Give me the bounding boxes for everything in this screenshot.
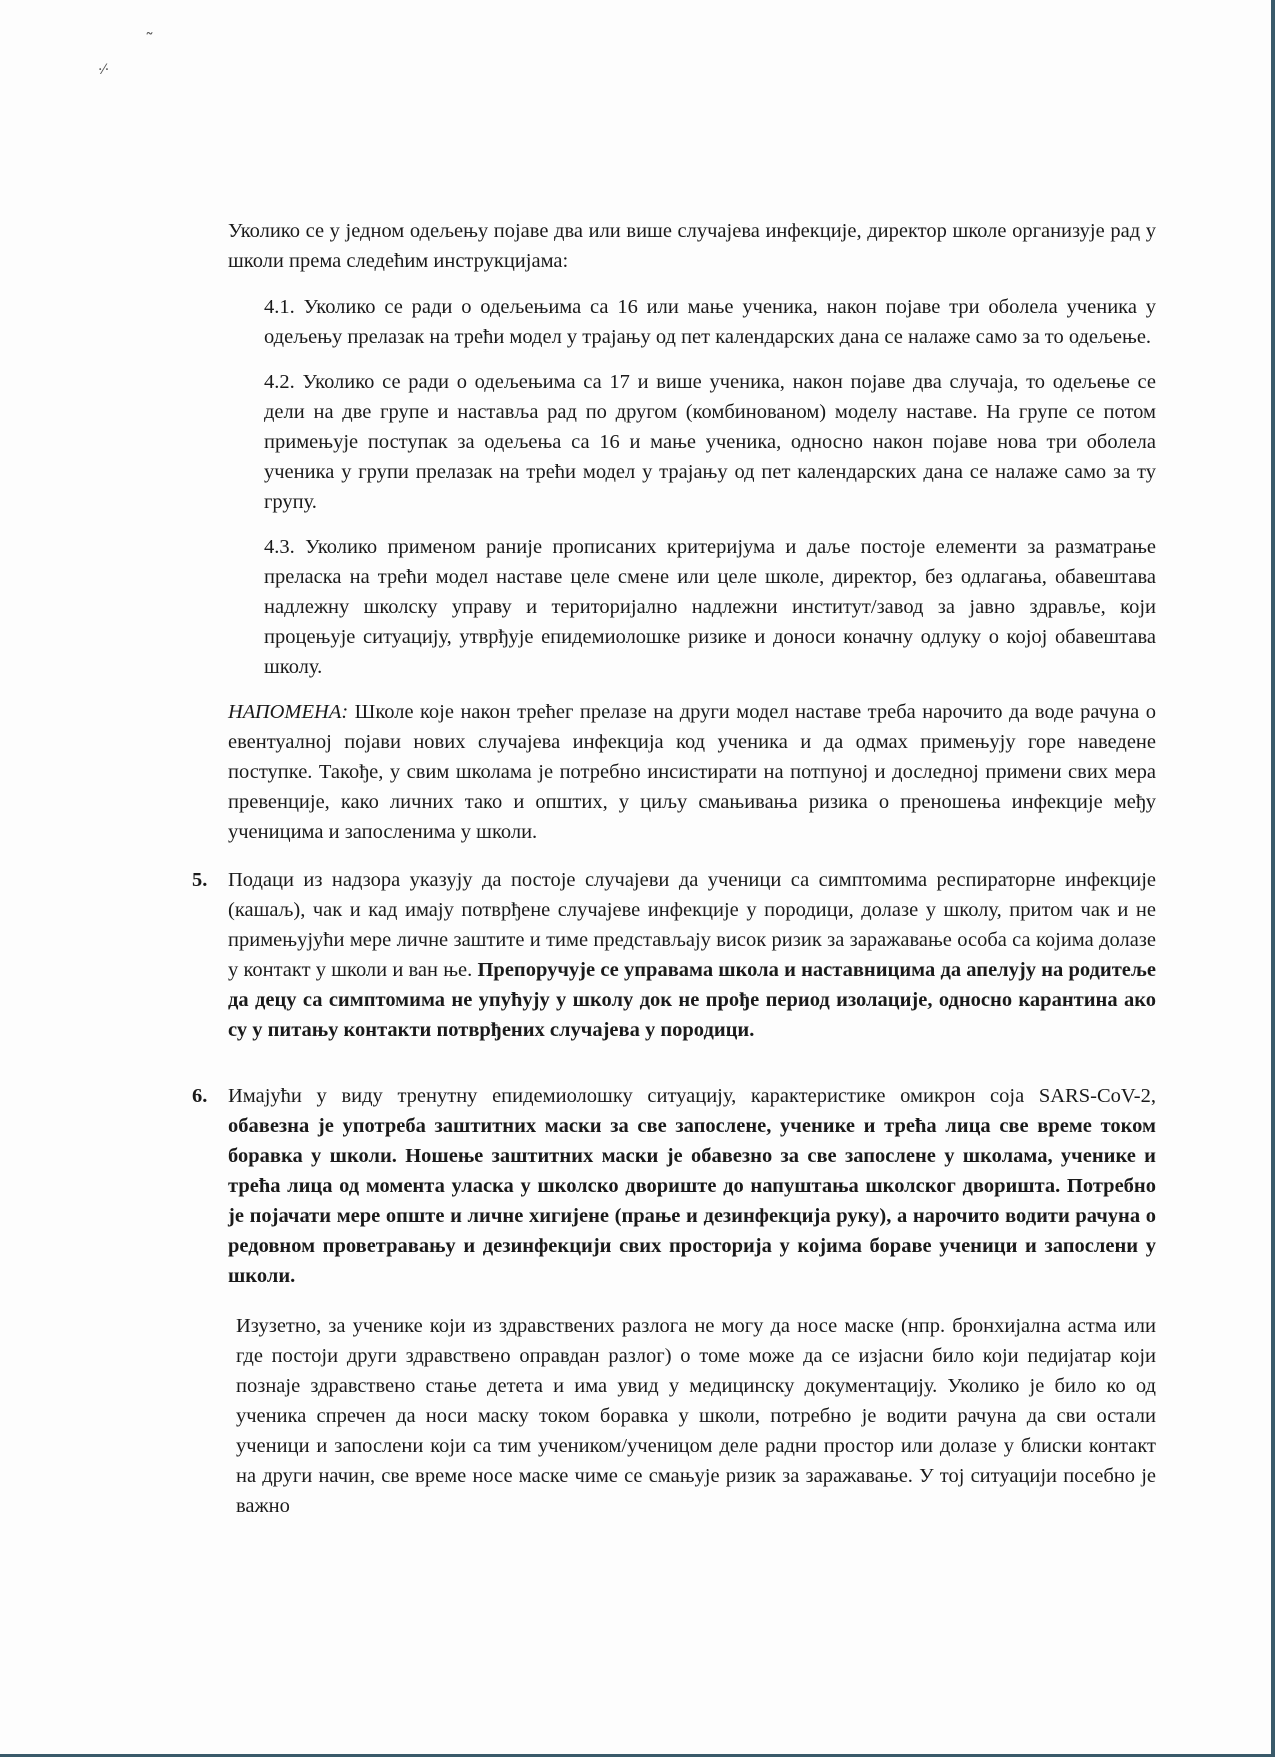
- sub-item-4-3: 4.3. Уколико применом раније прописаних критеријума и даље постоје елементи за разматрање преласка на трећи модел наставе целе смене или целе школе, директор, без одлагања, обавештава надлежну школску управу и територијално надлежни институт/завод за јавно здравље, који процењује ситуацију, утврђује епидемиолошке ризике и доноси коначну одлуку о којој обавештава школу.: [264, 536, 1156, 678]
- note-label: НАПОМЕНА:: [228, 701, 349, 723]
- item-5: [192, 865, 1156, 1045]
- item-6-bold-text: обавезна је употреба заштитних маски за све запослене, ученике и трећа лица све време током боравка у школи. Ношење заштитних маски је обавезно за све запослене у школама, ученике и трећа лица од момента уласка у школско двориште до напуштања школског дворишта. Потребно је појачати мере опште и личне хигијене (прање и дезинфекција руку), а нарочито водити рачуна о редовном проветравању и дезинфекцији свих просторија у којима бораве ученици и запослени у школи.: [228, 1115, 1156, 1287]
- item-5-paragraph: [228, 865, 1156, 1045]
- item-5-number: 5.: [192, 869, 208, 891]
- item-6-paragraph: [228, 1081, 1156, 1291]
- scan-edge-right: [1271, 0, 1275, 1757]
- sub-item-4-1: 4.1. Уколико се ради о одељењима са 16 или мање ученика, након појаве три оболела ученика у одељењу прелазак на трећи модел у трајању од пет календарских дана се налаже само за то одељење.: [264, 296, 1156, 348]
- note-paragraph: [228, 697, 1156, 847]
- note-text: Школе које након трећег прелазе на други модел наставе треба нарочито да воде рачуна о евентуалној појави нових случајева инфекција код ученика и да одмах примењују горе наведене поступке. Такође, у свим школама је потребно инсистирати на потпуној и доследној примени свих мера превенције, како личних тако и општих, у циљу смањивања ризика о преношења инфекције међу ученицима и запосленима у школи.: [228, 701, 1156, 843]
- item-6-number: 6.: [192, 1085, 208, 1107]
- sub-item-4-2: 4.2. Уколико се ради о одељењима са 17 и више ученика, након појаве два случаја, то одељење се дели на две групе и наставља рад по другом (комбинованом) моделу наставе. На групе се потом примењује поступак за одељења са 16 и мање ученика, односно након појаве нова три оболела ученика у групи прелазак на трећи модел у трајању од пет календарских дана се налаже само за ту групу.: [264, 371, 1156, 513]
- item-6-continued-paragraph: Изузетно, за ученике који из здравствених разлога не могу да носе маске (нпр. бронхијална астма или где постоји други здравствено оправдан разлог) о томе може да се изјасни било који педијатар који познаје здравствено стање детета и има увид у медицинску документацију. Уколико је било ко од ученика спречен да носи маску током боравка у школи, потребно је водити рачуна да сви остали ученици и запослени који са тим учеником/ученицом деле радни простор или долазе у блиски контакт на други начин, све време носе маске чиме се смањује ризик за заражавање. У тој ситуацији посебно је важно: [236, 1315, 1156, 1517]
- item-6: [192, 1081, 1156, 1291]
- item-5-text: Подаци из надзора указују да постоје случајеви да ученици са симптомима респираторне инфекције (кашаљ), чак и кад имају потврђене случајеве инфекције у породици, долазе у школу, притом чак и не примењујући мере личне заштите и тиме представљају висок ризик за заражавање особа са којима долазе у контакт у школи и ван ње.: [228, 869, 1156, 981]
- intro-paragraph: Уколико се у једном одељењу појаве два или више случајева инфекције, директор школе организује рад у школи према следећим инструкцијама:: [228, 220, 1156, 272]
- item-6-text: Имајући у виду тренутну епидемиолошку ситуацију, карактеристике омикрон соја SARS-CoV-2,: [228, 1085, 1156, 1107]
- scan-speck: ·⁄·: [98, 62, 110, 78]
- item-5-bold-text: Препоручује се управама школа и наставницима да апелују на родитеље да децу са симптомима не упућују у школу док не прође период изолације, односно карантина ако су у питању контакти потврђених случајева у породици.: [228, 959, 1156, 1041]
- document-body: [192, 216, 1156, 1521]
- scan-speck: ˜: [145, 30, 154, 51]
